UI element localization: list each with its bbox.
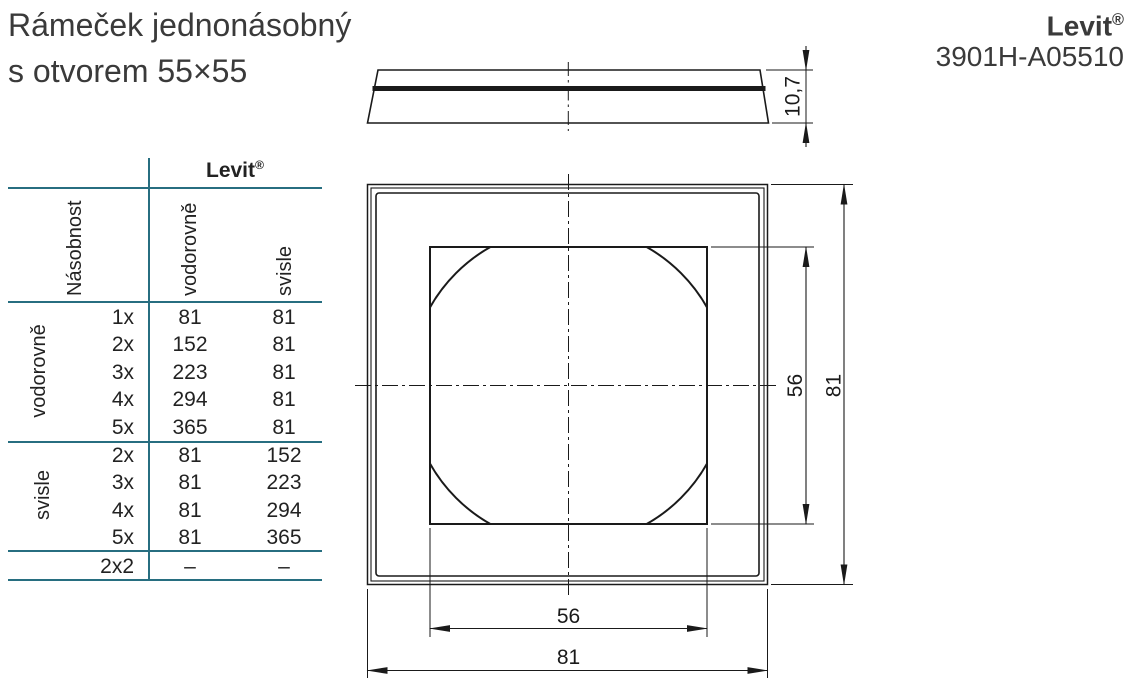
brand-text: Levit <box>1046 10 1113 42</box>
group-label-vertical: svisle <box>32 470 54 521</box>
cell-horizontal: 81 <box>178 471 202 495</box>
cell-multiplicity: 4x <box>111 388 134 412</box>
column-header-vertical: svisle <box>274 245 296 296</box>
cell-multiplicity: 2x <box>111 333 134 357</box>
cell-multiplicity: 2x <box>111 444 134 468</box>
cell-horizontal: 152 <box>172 333 208 357</box>
cell-vertical: 223 <box>266 471 302 495</box>
group-label-horizontal: vodorovně <box>28 324 50 418</box>
cell-multiplicity: 3x <box>111 471 134 495</box>
dimension-label-opening-height: 56 <box>784 373 807 398</box>
page-title-line1: Rámeček jednonásobný <box>8 7 352 43</box>
table-brand-registered-mark: ® <box>255 158 264 172</box>
cell-horizontal: 294 <box>172 388 208 412</box>
table-brand-text: Levit <box>206 159 256 182</box>
cell-vertical: 81 <box>272 415 296 439</box>
cell-horizontal: 365 <box>172 415 208 439</box>
cell-vertical: 81 <box>272 388 296 412</box>
cell-multiplicity: 2x2 <box>100 555 134 578</box>
dimension-label-profile-height: 10,7 <box>781 76 805 117</box>
cell-multiplicity: 1x <box>111 305 134 329</box>
cell-horizontal: 223 <box>172 360 208 384</box>
cell-vertical: 152 <box>266 444 302 468</box>
cell-horizontal: 81 <box>178 498 202 522</box>
cell-horizontal: 81 <box>178 444 202 468</box>
cell-horizontal: 81 <box>178 305 202 329</box>
profile-view <box>368 46 814 147</box>
cell-vertical: 294 <box>266 498 302 522</box>
cell-multiplicity: 5x <box>111 415 134 439</box>
cell-multiplicity: 3x <box>111 360 134 384</box>
registered-mark: ® <box>1112 11 1124 29</box>
column-header-multiplicity: Násobnost <box>64 200 86 296</box>
product-code: 3901H-A05510 <box>935 41 1124 73</box>
cell-multiplicity: 4x <box>111 498 134 522</box>
cell-vertical: 81 <box>272 333 296 357</box>
cell-vertical: 81 <box>272 360 296 384</box>
cell-multiplicity: 5x <box>111 525 134 549</box>
dimension-label-outer-height: 81 <box>822 373 846 398</box>
page-title-line2: s otvorem 55×55 <box>8 53 248 89</box>
dimension-label-outer-width: 81 <box>556 646 581 669</box>
column-header-horizontal: vodorovně <box>179 202 201 296</box>
cell-horizontal: – <box>184 555 196 578</box>
cell-vertical: – <box>278 555 290 578</box>
cell-vertical: 365 <box>266 525 302 549</box>
front-view <box>355 174 853 678</box>
cell-horizontal: 81 <box>178 525 202 549</box>
dimension-label-opening-width: 56 <box>556 605 581 628</box>
cell-vertical: 81 <box>272 305 296 329</box>
